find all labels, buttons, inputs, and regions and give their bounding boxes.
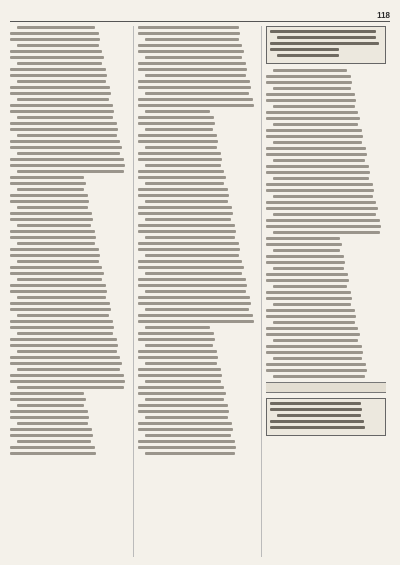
directory-entry xyxy=(266,333,360,336)
directory-entry xyxy=(266,81,352,84)
directory-entry xyxy=(138,80,250,83)
directory-entry xyxy=(273,213,376,216)
directory-entry xyxy=(266,327,358,330)
directory-entry xyxy=(138,176,226,179)
directory-entry xyxy=(138,26,239,29)
directory-entry xyxy=(270,48,339,51)
directory-entry xyxy=(17,44,99,47)
directory-entry xyxy=(17,278,102,281)
directory-entry xyxy=(138,32,240,35)
directory-entry xyxy=(17,314,109,317)
directory-entry xyxy=(266,291,351,294)
directory-entry xyxy=(138,116,214,119)
directory-entry xyxy=(138,428,233,431)
directory-entry xyxy=(138,68,247,71)
directory-entry xyxy=(17,242,95,245)
directory-entry xyxy=(10,392,84,395)
directory-entry xyxy=(10,122,117,125)
directory-entry xyxy=(138,86,251,89)
directory-entry xyxy=(17,422,88,425)
directory-entry xyxy=(266,135,363,138)
directory-entry xyxy=(145,380,221,383)
directory-entry xyxy=(10,236,96,239)
directory-entry xyxy=(10,284,106,287)
directory-entry xyxy=(266,99,356,102)
entry-column-2 xyxy=(138,26,258,557)
directory-entry xyxy=(138,260,242,263)
page-number: 118 xyxy=(377,11,390,20)
directory-entry xyxy=(10,182,86,185)
directory-entry xyxy=(10,452,96,455)
directory-entry xyxy=(138,446,236,449)
directory-entry xyxy=(10,344,118,347)
directory-entry xyxy=(266,297,352,300)
directory-entry xyxy=(10,254,100,257)
directory-entry xyxy=(145,92,249,95)
directory-entry xyxy=(10,290,107,293)
directory-entry xyxy=(10,398,86,401)
directory-entry xyxy=(266,273,348,276)
directory-entry xyxy=(277,54,339,57)
directory-entry xyxy=(10,266,102,269)
directory-entry xyxy=(17,152,120,155)
directory-entry xyxy=(266,255,344,258)
directory-entry xyxy=(17,440,91,443)
directory-entry xyxy=(273,87,351,90)
directory-entry xyxy=(277,414,361,417)
directory-entry xyxy=(10,326,114,329)
directory-entry xyxy=(138,386,224,389)
directory-entry xyxy=(138,188,228,191)
directory-entry xyxy=(10,410,88,413)
directory-entry xyxy=(145,38,239,41)
directory-entry xyxy=(10,272,104,275)
directory-entry xyxy=(145,416,228,419)
directory-entry xyxy=(266,225,381,228)
directory-entry xyxy=(138,242,239,245)
directory-entry xyxy=(138,266,244,269)
directory-entry xyxy=(17,332,113,335)
directory-entry xyxy=(138,194,229,197)
directory-entry xyxy=(273,303,351,306)
directory-entry xyxy=(145,434,231,437)
directory-entry xyxy=(145,272,242,275)
directory-entry xyxy=(145,146,217,149)
directory-entry xyxy=(17,26,95,29)
directory-entry xyxy=(10,38,100,41)
directory-entry xyxy=(10,302,110,305)
directory-entry xyxy=(145,110,210,113)
directory-entry xyxy=(10,374,124,377)
directory-entry xyxy=(266,147,366,150)
directory-entry xyxy=(10,128,118,131)
directory-entry xyxy=(145,452,235,455)
directory-entry xyxy=(10,434,93,437)
directory-entry xyxy=(10,104,113,107)
directory-entry xyxy=(145,326,210,329)
directory-entry xyxy=(273,249,340,252)
directory-entry xyxy=(138,302,251,305)
directory-entry xyxy=(138,296,250,299)
directory-entry xyxy=(138,170,224,173)
directory-entry xyxy=(10,200,89,203)
directory-entry xyxy=(138,248,240,251)
directory-entry xyxy=(10,176,84,179)
column-divider xyxy=(261,26,262,557)
directory-entry xyxy=(266,315,356,318)
directory-entry xyxy=(10,380,125,383)
boxed-listing xyxy=(266,398,386,436)
directory-entry xyxy=(270,30,376,33)
directory-entry xyxy=(138,320,254,323)
directory-entry xyxy=(138,62,246,65)
directory-entry xyxy=(145,344,213,347)
directory-entry xyxy=(145,218,231,221)
directory-entry xyxy=(145,200,228,203)
directory-entry xyxy=(10,86,110,89)
directory-entry xyxy=(270,408,362,411)
directory-entry xyxy=(138,368,221,371)
directory-entry xyxy=(10,446,95,449)
directory-entry xyxy=(266,171,370,174)
directory-entry xyxy=(266,129,362,132)
directory-entry xyxy=(273,141,362,144)
directory-entry xyxy=(266,75,351,78)
directory-entry xyxy=(138,350,217,353)
directory-entry xyxy=(270,402,361,405)
directory-entry xyxy=(17,170,124,173)
directory-entry xyxy=(10,74,107,77)
directory-entry xyxy=(266,189,374,192)
directory-entry xyxy=(266,351,363,354)
directory-entry xyxy=(10,218,93,221)
directory-entry xyxy=(17,404,84,407)
directory-entry xyxy=(10,212,92,215)
directory-entry xyxy=(17,296,106,299)
directory-entry xyxy=(138,356,218,359)
directory-entry xyxy=(273,69,347,72)
section-banner xyxy=(266,382,386,393)
directory-entry xyxy=(273,123,358,126)
directory-entry xyxy=(10,416,89,419)
directory-entry xyxy=(145,254,239,257)
directory-entry xyxy=(145,236,235,239)
directory-entry xyxy=(138,440,235,443)
directory-entry xyxy=(138,410,229,413)
directory-entry xyxy=(266,153,367,156)
directory-entry xyxy=(17,80,106,83)
directory-entry xyxy=(138,206,232,209)
directory-entry xyxy=(17,98,109,101)
directory-entry xyxy=(17,368,120,371)
directory-entry xyxy=(10,140,120,143)
directory-entry xyxy=(266,219,380,222)
running-header xyxy=(10,8,390,22)
directory-entry xyxy=(138,230,236,233)
directory-entry xyxy=(138,98,253,101)
entry-column-1 xyxy=(10,26,130,557)
directory-entry xyxy=(10,158,124,161)
directory-entry xyxy=(10,194,88,197)
directory-entry xyxy=(10,362,122,365)
directory-entry xyxy=(17,224,91,227)
directory-entry xyxy=(277,36,376,39)
directory-entry xyxy=(10,356,120,359)
directory-entry xyxy=(145,164,221,167)
directory-entry xyxy=(10,320,113,323)
directory-entry xyxy=(17,350,117,353)
directory-entry xyxy=(138,422,232,425)
directory-entry xyxy=(270,42,379,45)
directory-entry xyxy=(10,146,122,149)
directory-entry xyxy=(266,261,345,264)
directory-entry xyxy=(273,375,365,378)
directory-entry xyxy=(17,134,117,137)
directory-entry xyxy=(10,32,99,35)
directory-entry xyxy=(10,92,111,95)
directory-entry xyxy=(266,243,342,246)
directory-entry xyxy=(17,260,99,263)
directory-entry xyxy=(266,93,355,96)
directory-entry xyxy=(145,290,246,293)
directory-entry xyxy=(145,362,217,365)
directory-entry xyxy=(270,426,365,429)
directory-entry xyxy=(138,134,217,137)
directory-entry xyxy=(273,321,355,324)
directory-entry xyxy=(138,140,218,143)
directory-entry xyxy=(10,68,106,71)
entry-column-3 xyxy=(266,26,386,557)
directory-entry xyxy=(10,164,125,167)
directory-entry xyxy=(138,332,214,335)
directory-entry xyxy=(17,188,84,191)
directory-entry xyxy=(138,44,242,47)
directory-entry xyxy=(138,314,253,317)
directory-entry xyxy=(266,369,367,372)
directory-entry xyxy=(266,345,362,348)
directory-entry xyxy=(138,404,228,407)
directory-entry xyxy=(138,50,244,53)
directory-entry xyxy=(266,183,373,186)
directory-entry xyxy=(138,338,215,341)
directory-entry xyxy=(266,165,369,168)
directory-entry xyxy=(138,152,221,155)
directory-entry xyxy=(273,267,344,270)
directory-entry xyxy=(266,201,376,204)
directory-entry xyxy=(10,248,99,251)
directory-entry xyxy=(273,339,358,342)
directory-entry xyxy=(138,122,215,125)
directory-entry xyxy=(145,182,224,185)
directory-entry xyxy=(273,195,373,198)
directory-entry xyxy=(10,56,104,59)
directory-entry xyxy=(145,56,242,59)
directory-entry xyxy=(10,50,102,53)
directory-entry xyxy=(145,308,249,311)
boxed-listing xyxy=(266,26,386,64)
directory-entry xyxy=(10,338,117,341)
entry-group xyxy=(266,69,386,378)
directory-entry xyxy=(270,420,364,423)
directory-entry xyxy=(266,111,358,114)
directory-entry xyxy=(266,363,366,366)
directory-entry xyxy=(266,117,360,120)
directory-entry xyxy=(10,110,114,113)
directory-entry xyxy=(273,285,347,288)
directory-entry xyxy=(273,105,355,108)
directory-entry xyxy=(10,230,95,233)
directory-entry xyxy=(145,74,246,77)
directory-entry xyxy=(138,104,254,107)
directory-entry xyxy=(10,428,92,431)
directory-entry xyxy=(145,398,224,401)
directory-entry xyxy=(17,386,124,389)
directory-entry xyxy=(10,308,111,311)
directory-entry xyxy=(273,177,369,180)
directory-entry xyxy=(138,224,235,227)
directory-entry xyxy=(266,237,340,240)
directory-entry xyxy=(273,231,380,234)
directory-entry xyxy=(273,357,362,360)
directory-entry xyxy=(266,207,378,210)
directory-entry xyxy=(17,62,102,65)
directory-entry xyxy=(266,279,349,282)
directory-entry xyxy=(138,212,233,215)
directory-entry xyxy=(17,116,113,119)
directory-entry xyxy=(145,128,213,131)
directory-entry xyxy=(138,392,226,395)
directory-entry xyxy=(138,374,222,377)
directory-entry xyxy=(273,159,365,162)
directory-entry xyxy=(266,309,355,312)
column-divider xyxy=(133,26,134,557)
directory-entry xyxy=(17,206,88,209)
directory-entry xyxy=(138,278,246,281)
directory-entry xyxy=(138,158,222,161)
directory-entry xyxy=(138,284,247,287)
